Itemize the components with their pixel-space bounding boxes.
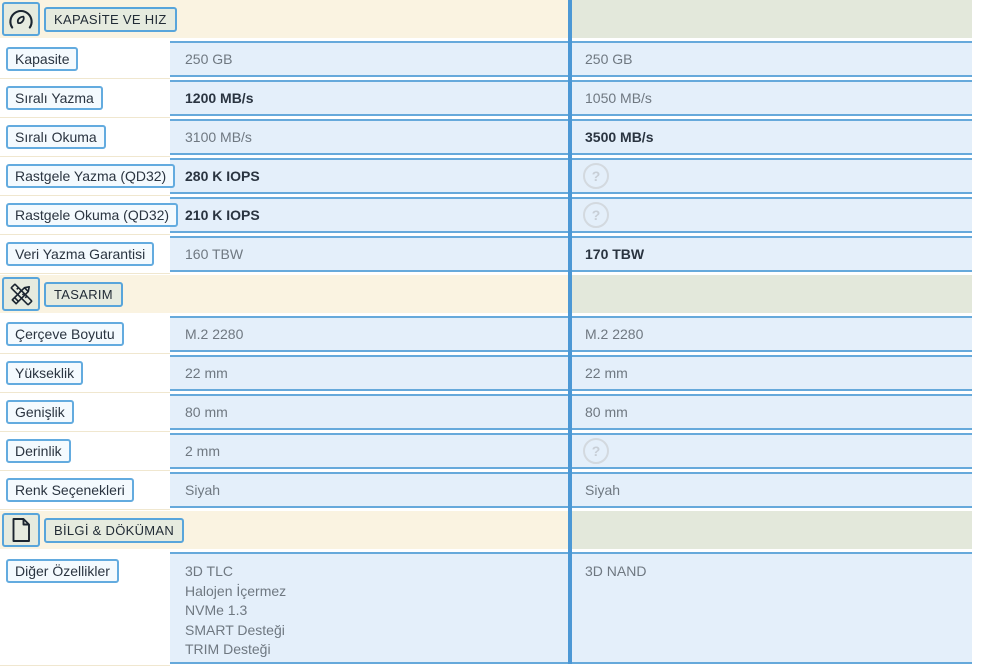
row-label[interactable]: Sıralı Yazma	[6, 86, 103, 110]
value-cell-product2	[570, 316, 972, 352]
value-text: 160 TBW	[185, 246, 244, 262]
section-header	[0, 511, 972, 549]
value-cell-product2	[570, 355, 972, 391]
value-cell-product2	[570, 41, 972, 77]
value-text: 22 mm	[185, 365, 228, 381]
value-cell-product1	[170, 41, 570, 77]
value-cell-product2	[570, 472, 972, 508]
row-label[interactable]: Rastgele Okuma (QD32)	[6, 203, 178, 227]
value-text: 280 K IOPS	[185, 168, 260, 184]
row-label[interactable]: Kapasite	[6, 47, 78, 71]
section-icon-badge[interactable]	[2, 513, 40, 547]
value-text: M.2 2280	[585, 326, 644, 342]
value-cell-product2	[570, 552, 972, 664]
value-line: 3D NAND	[585, 563, 647, 579]
value-text: 250 GB	[585, 51, 633, 67]
question-icon[interactable]: ?	[583, 438, 609, 464]
speedometer-icon	[7, 7, 35, 31]
value-cell-product1	[170, 158, 570, 194]
section-header	[0, 0, 972, 38]
table-row	[0, 197, 972, 233]
value-line: Halojen İçermez	[185, 582, 287, 599]
row-label-column	[0, 119, 170, 155]
table-row	[0, 316, 972, 352]
value-text: 2 mm	[185, 443, 220, 459]
row-label[interactable]: Çerçeve Boyutu	[6, 322, 124, 346]
ruler-pencil-icon	[8, 281, 35, 308]
row-label[interactable]: Derinlik	[6, 439, 71, 463]
section-header-left	[0, 0, 570, 38]
value-text: 3100 MB/s	[185, 129, 252, 145]
value-line: SMART Desteği	[185, 621, 285, 638]
row-label-column	[0, 316, 170, 352]
table-row	[0, 119, 972, 155]
value-text: 80 mm	[585, 404, 628, 420]
row-label-column	[0, 433, 170, 469]
value-text: 250 GB	[185, 51, 233, 67]
value-text: Siyah	[185, 482, 221, 498]
table-row	[0, 355, 972, 391]
table-row	[0, 552, 972, 664]
row-label-column	[0, 158, 170, 194]
row-label[interactable]: Yükseklik	[6, 361, 83, 385]
question-icon[interactable]: ?	[583, 202, 609, 228]
section-header-left	[0, 275, 570, 313]
table-row	[0, 394, 972, 430]
value-line: TRIM Desteği	[185, 641, 271, 657]
row-label[interactable]: Diğer Özellikler	[6, 559, 119, 583]
section-header-left	[0, 511, 570, 549]
row-label-column	[0, 80, 170, 116]
value-cell-product2	[570, 158, 972, 194]
value-cell-product2	[570, 433, 972, 469]
value-cell-product1	[170, 552, 570, 664]
value-list	[185, 562, 286, 660]
row-label-column	[0, 197, 170, 233]
row-label-column	[0, 394, 170, 430]
section-header-right	[570, 275, 972, 313]
value-text: M.2 2280	[185, 326, 244, 342]
question-icon[interactable]: ?	[583, 163, 609, 189]
table-row	[0, 41, 972, 77]
value-cell-product2	[570, 80, 972, 116]
value-text: 1200 MB/s	[185, 90, 254, 106]
value-text: 1050 MB/s	[585, 90, 652, 106]
row-label-column	[0, 355, 170, 391]
value-list	[585, 562, 646, 582]
row-label[interactable]: Renk Seçenekleri	[6, 478, 134, 502]
value-cell-product2	[570, 119, 972, 155]
section-title[interactable]: BİLGİ & DÖKÜMAN	[44, 518, 184, 543]
value-text: Siyah	[585, 482, 621, 498]
table-row	[0, 433, 972, 469]
value-cell-product2	[570, 197, 972, 233]
value-cell-product1	[170, 80, 570, 116]
value-cell-product1	[170, 472, 570, 508]
row-label[interactable]: Veri Yazma Garantisi	[6, 242, 154, 266]
value-cell-product1	[170, 197, 570, 233]
row-label[interactable]: Rastgele Yazma (QD32)	[6, 164, 175, 188]
column-divider	[568, 0, 572, 664]
value-line: 3D TLC	[185, 563, 233, 579]
value-cell-product1	[170, 355, 570, 391]
section-title[interactable]: KAPASİTE VE HIZ	[44, 7, 177, 32]
section-header-right	[570, 0, 972, 38]
row-label-column	[0, 472, 170, 508]
section-icon-badge[interactable]	[2, 2, 40, 36]
table-row	[0, 80, 972, 116]
section-title[interactable]: TASARIM	[44, 282, 123, 307]
value-cell-product1	[170, 316, 570, 352]
value-cell-product1	[170, 119, 570, 155]
value-cell-product2	[570, 236, 972, 272]
value-cell-product1	[170, 394, 570, 430]
table-row	[0, 158, 972, 194]
value-cell-product1	[170, 236, 570, 272]
value-text: 80 mm	[185, 404, 228, 420]
row-label-column	[0, 236, 170, 272]
value-text: 22 mm	[585, 365, 628, 381]
row-label[interactable]: Sıralı Okuma	[6, 125, 106, 149]
value-text: 3500 MB/s	[585, 129, 654, 145]
row-label[interactable]: Genişlik	[6, 400, 74, 424]
table-row	[0, 236, 972, 272]
value-text: 210 K IOPS	[185, 207, 260, 223]
value-text: 170 TBW	[585, 246, 645, 262]
row-label-column	[0, 41, 170, 77]
section-header-right	[570, 511, 972, 549]
document-icon	[10, 517, 32, 543]
value-line: NVMe 1.3	[185, 602, 248, 618]
value-cell-product2	[570, 394, 972, 430]
section-header	[0, 275, 972, 313]
table-row	[0, 472, 972, 508]
row-label-column	[0, 552, 170, 664]
section-icon-badge[interactable]	[2, 277, 40, 311]
value-cell-product1	[170, 433, 570, 469]
